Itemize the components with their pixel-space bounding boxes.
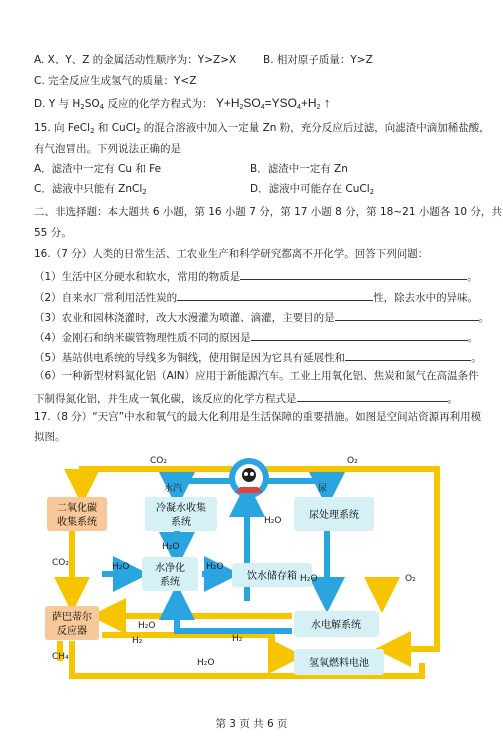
- page-footer: 第 3 页 共 6 页: [215, 718, 288, 730]
- electrolysis-box: [294, 611, 379, 637]
- q16-item-3: （3）农业和园林浇灌时，改大水漫灌为喷灌、滴灌，主要目的是 。: [34, 309, 489, 325]
- q16-item-4: （4）金刚石和纳米碳管物理性质不同的原因是 。: [34, 329, 478, 345]
- q15-option-c: C．滤液中只能有 ZnCl$_2$: [34, 183, 147, 196]
- label-urine: 尿: [318, 484, 328, 494]
- box-label: 水净化: [155, 563, 185, 574]
- q15-stem-line1: 15. 向 FeCl$_2$ 和 CuCl$_2$ 的混合溶液中加入一定量 Zn 粉，充分反应后过滤，向滤渣中滴加稀盐酸，: [34, 122, 490, 135]
- q17-stem-line2: 拟图。: [34, 431, 66, 443]
- box-label: 尿处理系统: [309, 510, 359, 521]
- text: 反应的化学方程式为：: [104, 98, 213, 110]
- answer-blank[interactable]: [335, 309, 479, 321]
- space-station-resource-diagram: [42, 451, 462, 681]
- q14-option-c: C. 完全反应生成氢气的质量：Y<Z: [34, 75, 197, 87]
- box-label: 系统: [160, 577, 180, 588]
- urine-processing-box: [294, 497, 374, 531]
- box-label: 反应器: [57, 626, 87, 637]
- label-ch4: CH₄: [52, 652, 69, 662]
- box-label: 氢氧燃料电池: [309, 658, 369, 669]
- text: SO: [84, 98, 100, 110]
- q14-option-a: A. X、Y、Z 的金属活动性顺序为：Y>Z>X: [34, 54, 237, 66]
- q15-stem-line2: 有气泡冒出。下列说法正确的是: [34, 143, 181, 155]
- box-label: 水电解系统: [311, 620, 361, 631]
- label-h2o: H₂O: [112, 562, 130, 572]
- q16-item-6a: （6）一种新型材料氮化铝（AlN）应用于新能源汽车。工业上用氧化铝、焦炭和氮气在高温条件: [34, 370, 479, 382]
- answer-blank[interactable]: [251, 329, 468, 341]
- box-label: 饮水储存箱: [247, 571, 297, 582]
- q16-item-5: （5）基站供电系统的导线多为铜线，使用铜是因为它具有延展性和 。: [34, 349, 482, 365]
- q16-stem: 16.（7 分）人类的日常生活、工农业生产和科学研究都离不开化学。回答下列问题：: [34, 248, 429, 260]
- astronaut-icon: [229, 458, 269, 498]
- answer-blank[interactable]: [345, 349, 471, 361]
- q15-option-b: B．滤渣中一定有 Zn: [250, 163, 348, 175]
- h2-to-fuelcell-arrow: [102, 635, 292, 656]
- q15-option-d: D．滤液中可能存在 CuCl$_2$: [250, 183, 375, 196]
- q14-option-b: B. 相对原子质量：Y>Z: [263, 54, 373, 66]
- label-h2o: H₂O: [206, 562, 224, 572]
- q15-option-a: A．滤渣中一定有 Cu 和 Fe: [34, 163, 162, 175]
- label-h2o: H₂O: [162, 542, 180, 552]
- label-h2o: H₂O: [300, 574, 318, 584]
- box-label: 萨巴蒂尔: [52, 612, 92, 623]
- box-label: 系统: [171, 517, 191, 528]
- label-h2o: H₂O: [138, 621, 156, 631]
- box-label: 收集系统: [57, 517, 97, 528]
- label-h2o: H₂O: [197, 658, 215, 668]
- label-vapor: 水汽: [164, 484, 183, 494]
- q14-option-d: [34, 96, 330, 115]
- water-purification-box: [142, 557, 198, 591]
- q14-equation: $Y+H_2SO_4=YSO_4+H_2$ ↑: [215, 95, 331, 111]
- subscript: 4: [99, 103, 105, 111]
- label-co2: CO₂: [150, 456, 167, 466]
- text: D. Y 与 H: [34, 98, 81, 110]
- fuel-cell-box: [294, 649, 384, 675]
- answer-blank[interactable]: [240, 268, 467, 280]
- label-h2: H₂: [132, 636, 143, 646]
- q16-item-2: （2）自来水厂常利用活性炭的 性，除去水中的异味。: [34, 289, 478, 305]
- label-h2: H₂: [232, 634, 243, 644]
- q16-item-6b: 下制得氮化铝，并生成一氧化碳，该反应的化学方程式是 。: [34, 390, 458, 406]
- sabatier-reactor-box: [45, 606, 99, 640]
- section2-line2: 55 分。: [34, 227, 72, 239]
- subscript: 2: [80, 103, 85, 111]
- answer-blank[interactable]: [297, 390, 448, 402]
- label-o2: O₂: [347, 456, 358, 466]
- box-label: 二氧化碳: [57, 503, 97, 514]
- box-label: 冷凝水收集: [156, 503, 206, 514]
- q17-stem-line1: 17.（8 分）“天宫”中水和氧气的最大化利用是生活保障的重要措施。如图是空间站资源再利用模: [34, 411, 482, 423]
- answer-blank[interactable]: [177, 289, 373, 301]
- label-co2-left: CO₂: [52, 558, 69, 568]
- q16-item-1: （1）生活中区分硬水和软水，常用的物质是 。: [34, 268, 478, 284]
- co2-collection-box: [47, 497, 107, 531]
- vapor-arrow: [177, 481, 232, 496]
- label-h2o: H₂O: [264, 516, 282, 526]
- section2-line1: 二、非选择题：本大题共 6 小题，第 16 小题 7 分，第 17 小题 8 分，第 18~21 小题各 10 分，共: [34, 206, 502, 218]
- label-o2-right: O₂: [405, 574, 416, 584]
- condensate-box: [145, 497, 217, 531]
